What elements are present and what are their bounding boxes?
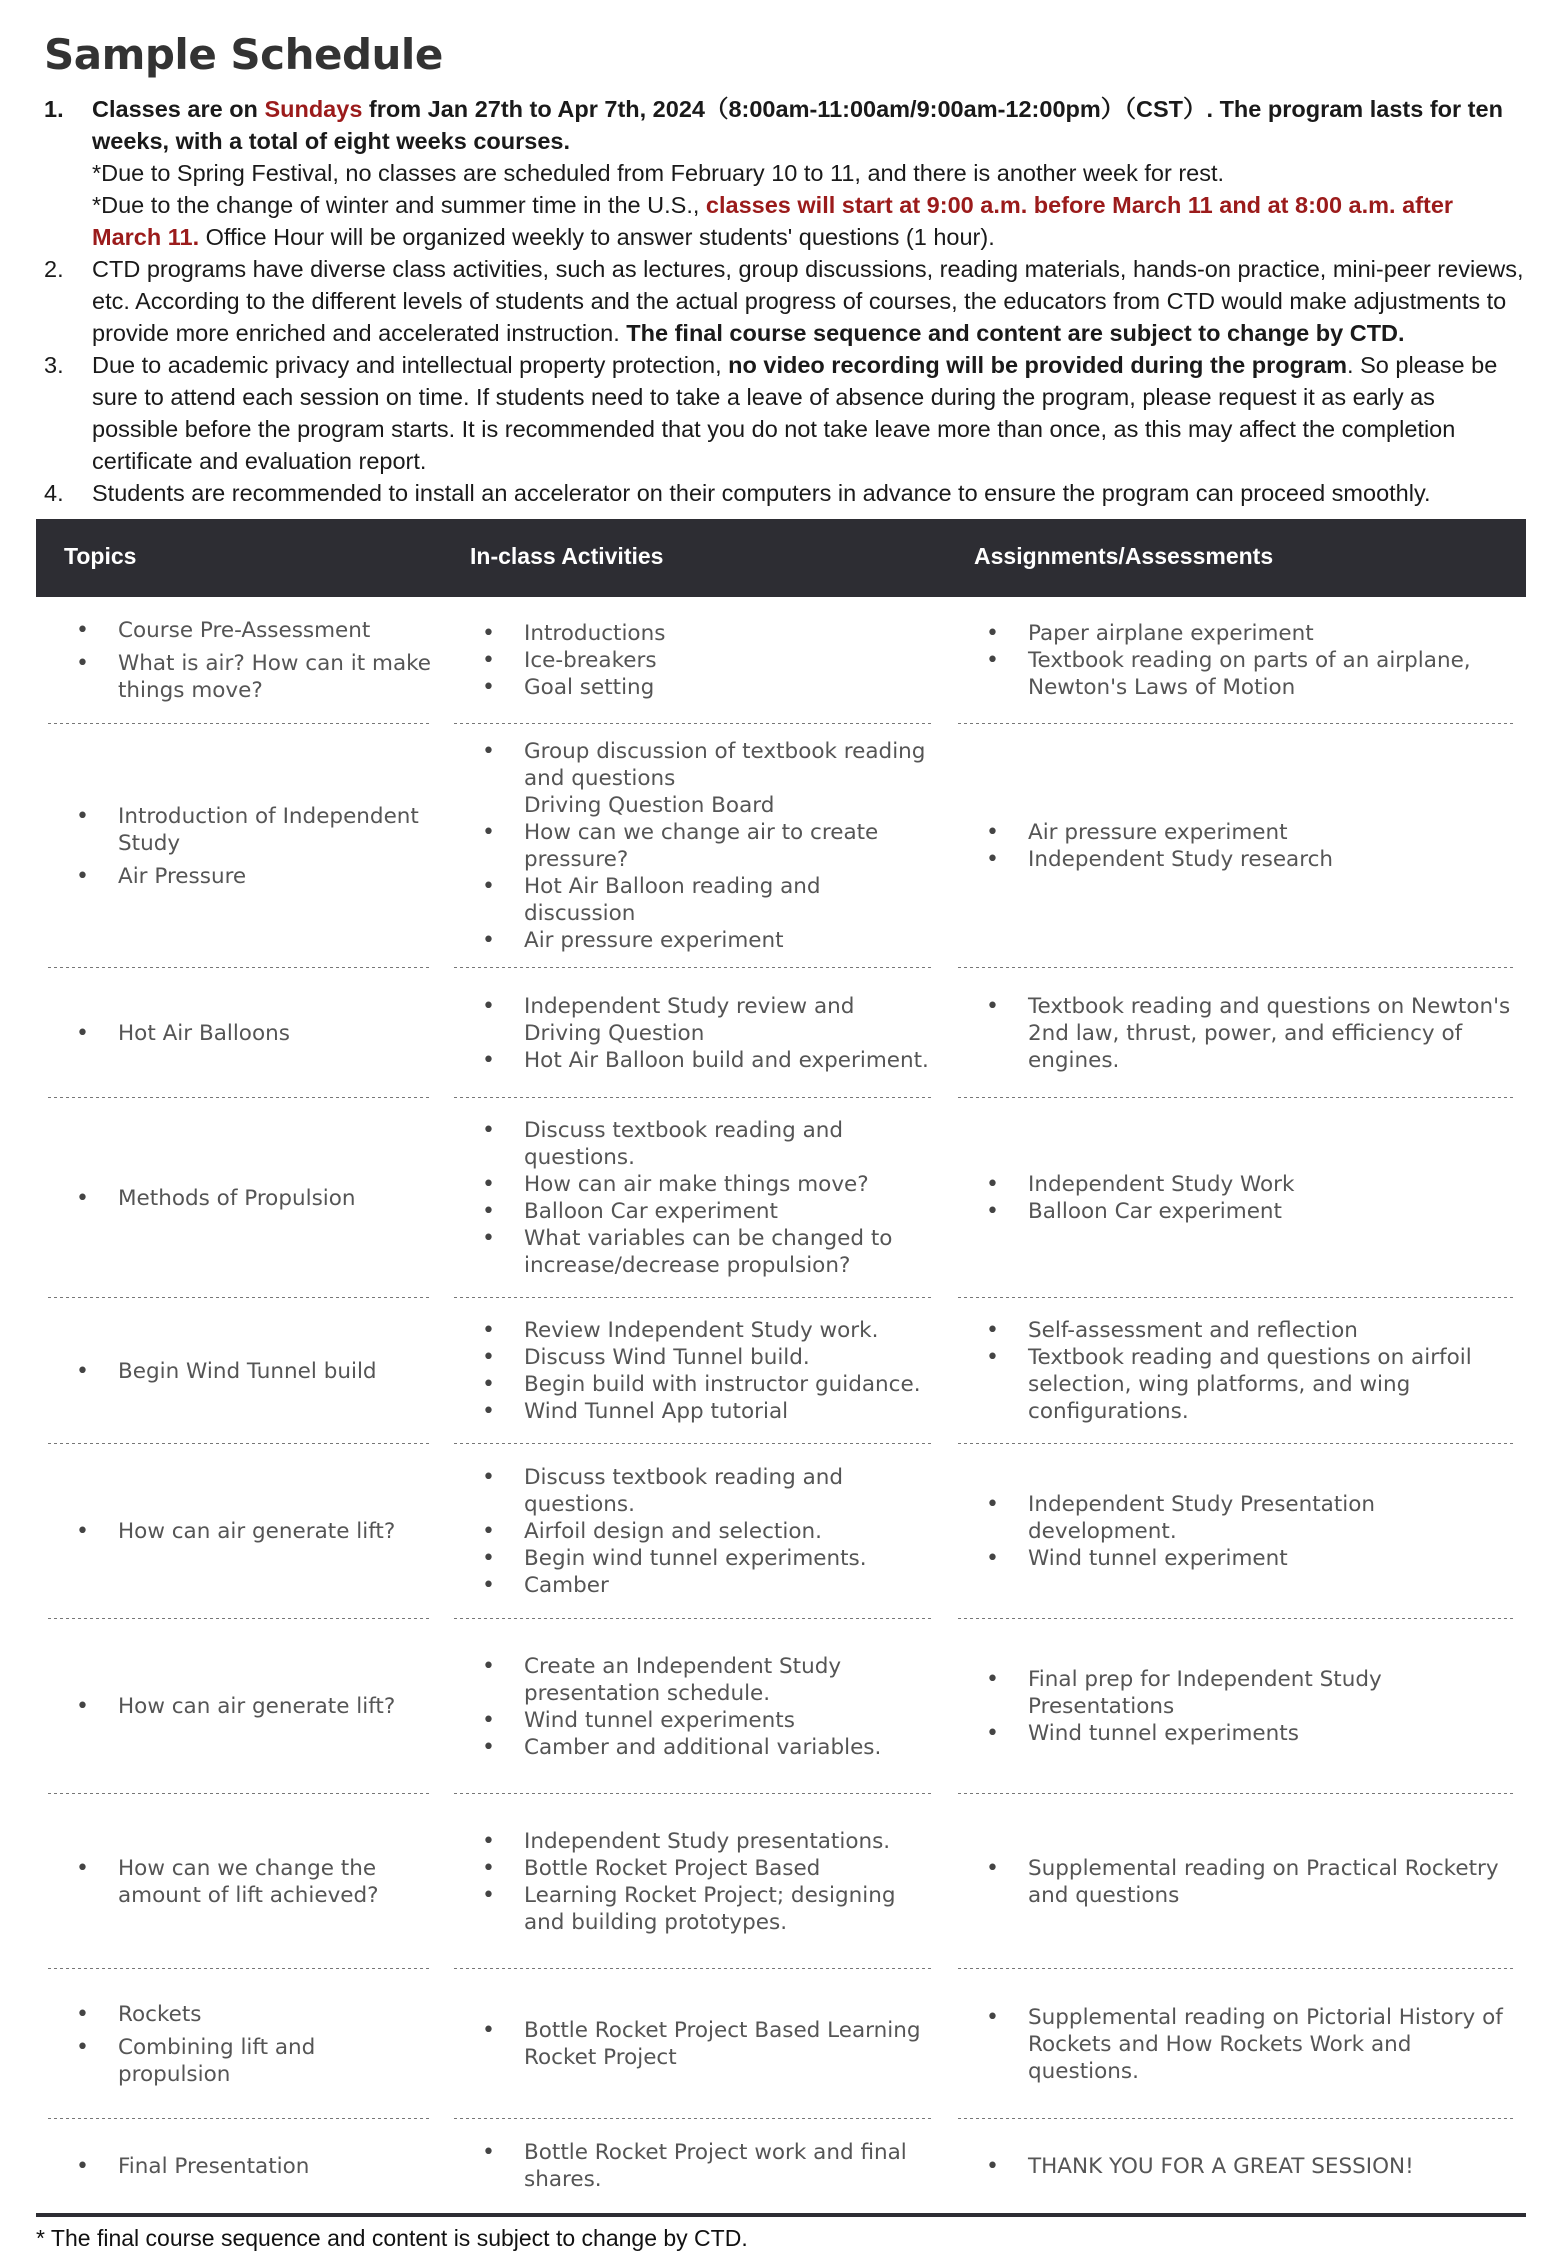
list-item: • Discuss Wind Tunnel build. — [452, 1344, 936, 1371]
list-item: • Create an Independent Study presentation schedule. — [452, 1653, 936, 1707]
assignments-cell — [946, 1969, 1526, 2119]
assignments-cell — [946, 724, 1526, 968]
document-page — [36, 30, 1526, 2252]
bullet-list — [46, 1518, 432, 1545]
note-3 — [36, 349, 1526, 477]
list-item: • Airfoil design and selection. — [452, 1518, 936, 1545]
bullet-list — [956, 2153, 1516, 2180]
list-item: • Textbook reading and questions on Newton's 2nd law, thrust, power, and efficiency of engines. — [956, 993, 1516, 1074]
list-item: • How can air generate lift? — [46, 1693, 432, 1720]
bullet-list — [956, 1855, 1516, 1909]
assignments-cell — [946, 1298, 1526, 1444]
list-item: • Rockets — [46, 2001, 432, 2028]
bullet-list — [452, 2017, 936, 2071]
schedule-table — [36, 519, 1526, 2217]
footnote: * The final course sequence and content is subject to change by CTD. — [36, 2225, 748, 2251]
list-item: • Discuss textbook reading and questions. — [452, 1117, 936, 1171]
bullet-list — [956, 1491, 1516, 1572]
note-number: 4. — [44, 480, 64, 506]
topics-cell — [36, 2119, 442, 2215]
list-item: • Methods of Propulsion — [46, 1185, 432, 1212]
list-item: • Goal setting — [452, 674, 936, 701]
bullet-list — [956, 620, 1516, 701]
bullet-list — [452, 993, 936, 1074]
list-item: • Balloon Car experiment — [956, 1198, 1516, 1225]
list-item: • Supplemental reading on Practical Rocketry and questions — [956, 1855, 1516, 1909]
list-item: • Independent Study research — [956, 846, 1516, 873]
list-item: • Begin Wind Tunnel build — [46, 1358, 432, 1385]
assignments-cell — [946, 1444, 1526, 1619]
table-row — [36, 595, 1526, 724]
topics-cell — [36, 968, 442, 1098]
assignments-cell — [946, 968, 1526, 1098]
topics-cell — [36, 1298, 442, 1444]
list-item: • Textbook reading and questions on airfoil selection, wing platforms, and wing configurations. — [956, 1344, 1516, 1425]
bullet-list — [452, 1317, 936, 1425]
list-item: • Independent Study presentations. — [452, 1828, 936, 1855]
topics-cell — [36, 1794, 442, 1969]
list-item: • How can air generate lift? — [46, 1518, 432, 1545]
table-row — [36, 1794, 1526, 1969]
bullet-list — [956, 1666, 1516, 1747]
table-row — [36, 1298, 1526, 1444]
bullet-list — [46, 617, 432, 704]
list-item: • Air pressure experiment — [452, 927, 936, 954]
list-item: • Wind tunnel experiments — [452, 1707, 936, 1734]
list-item: • Wind tunnel experiments — [956, 1720, 1516, 1747]
list-item: • Review Independent Study work. — [452, 1317, 936, 1344]
list-item: • Textbook reading on parts of an airplane, Newton's Laws of Motion — [956, 647, 1516, 701]
bullet-list — [452, 620, 936, 701]
bullet-list — [46, 2001, 432, 2088]
list-item: • Air Pressure — [46, 863, 432, 890]
table-row — [36, 1619, 1526, 1794]
list-item: • How can we change air to create pressure? — [452, 819, 936, 873]
list-item: • Camber and additional variables. — [452, 1734, 936, 1761]
activities-cell — [442, 724, 946, 968]
topics-cell — [36, 1444, 442, 1619]
assignments-cell — [946, 595, 1526, 724]
list-item: • Paper airplane experiment — [956, 620, 1516, 647]
bullet-list — [46, 2153, 432, 2180]
list-item: • Bottle Rocket Project work and final shares. — [452, 2139, 936, 2193]
activities-cell — [442, 968, 946, 1098]
note-text: Due to academic privacy and intellectual property protection, — [92, 352, 729, 378]
activities-cell — [442, 2119, 946, 2215]
list-item: • Combining lift and propulsion — [46, 2034, 432, 2088]
activities-cell — [442, 595, 946, 724]
list-item: • Hot Air Balloons — [46, 1020, 432, 1047]
table-header-row — [36, 519, 1526, 595]
table-row — [36, 2119, 1526, 2215]
bullet-list — [452, 1653, 936, 1761]
list-item: • Introduction of Independent Study — [46, 803, 432, 857]
note-text: *Due to the change of winter and summer time in the U.S., — [92, 192, 706, 218]
assignments-cell — [946, 1794, 1526, 1969]
note-text: from Jan 27th to Apr 7th, 2024（8:00am-11:00am/9:00am-12:00pm）（CST）. The program lasts for ten weeks, with a total of eight weeks courses. — [92, 96, 1503, 154]
note-number: 2. — [44, 256, 64, 282]
list-item: • Supplemental reading on Pictorial History of Rockets and How Rockets Work and questions. — [956, 2004, 1516, 2085]
assignments-cell — [946, 2119, 1526, 2215]
activities-cell — [442, 1794, 946, 1969]
list-item: • Independent Study review and Driving Question — [452, 993, 936, 1047]
note-text: Office Hour will be organized weekly to answer students' questions (1 hour). — [199, 224, 995, 250]
activities-cell — [442, 1969, 946, 2119]
assignments-cell — [946, 1098, 1526, 1298]
table-row — [36, 968, 1526, 1098]
list-item: • What is air? How can it make things move? — [46, 650, 432, 704]
list-item: • Wind Tunnel App tutorial — [452, 1398, 936, 1425]
list-item: • Camber — [452, 1572, 936, 1599]
list-item: • Final prep for Independent Study Presentations — [956, 1666, 1516, 1720]
bullet-list — [46, 803, 432, 890]
list-item: • How can air make things move? — [452, 1171, 936, 1198]
table-row — [36, 1969, 1526, 2119]
topics-cell — [36, 1619, 442, 1794]
activities-cell — [442, 1619, 946, 1794]
note-number: 3. — [44, 352, 64, 378]
list-item: • Discuss textbook reading and questions. — [452, 1464, 936, 1518]
list-item: • What variables can be changed to increase/decrease propulsion? — [452, 1225, 936, 1279]
bullet-list — [956, 2004, 1516, 2085]
assignments-cell — [946, 1619, 1526, 1794]
note-2 — [36, 253, 1526, 349]
bullet-list — [46, 1855, 432, 1909]
list-item: • Final Presentation — [46, 2153, 432, 2180]
bullet-list — [46, 1358, 432, 1385]
list-item: • Introductions — [452, 620, 936, 647]
list-item: • Learning Rocket Project; designing and building prototypes. — [452, 1882, 936, 1936]
list-item: • Hot Air Balloon build and experiment. — [452, 1047, 936, 1074]
list-item: • Self-assessment and reflection — [956, 1317, 1516, 1344]
table-row — [36, 1098, 1526, 1298]
column-header-topics: Topics — [36, 519, 442, 595]
list-item: • Hot Air Balloon reading and discussion — [452, 873, 936, 927]
note-text: Students are recommended to install an accelerator on their computers in advance to ensure the program can proceed smoothly. — [92, 480, 1431, 506]
list-item: • Independent Study Work — [956, 1171, 1516, 1198]
activities-cell — [442, 1298, 946, 1444]
topics-cell — [36, 1969, 442, 2119]
list-item: • Ice-breakers — [452, 647, 936, 674]
bullet-list — [46, 1020, 432, 1047]
list-item: • THANK YOU FOR A GREAT SESSION! — [956, 2153, 1516, 2180]
list-item: • Air pressure experiment — [956, 819, 1516, 846]
table-row — [36, 1444, 1526, 1619]
list-item: • Begin build with instructor guidance. — [452, 1371, 936, 1398]
note-highlight: classes will start at 9:00 a.m. before March 11 and at 8:00 a.m. after March 11. — [92, 192, 1454, 250]
note-text: *Due to Spring Festival, no classes are scheduled from February 10 to 11, and there is another week for rest. — [92, 160, 1225, 186]
note-text: . So please be sure to attend each session on time. If students need to take a leave of absence during the program, please request it as early as possible before the program starts. It is recommended that you do not take leave more than once, as this may affect the completion certificate and evaluation report. — [92, 352, 1498, 474]
bullet-list — [452, 738, 936, 954]
list-item: • How can we change the amount of lift achieved? — [46, 1855, 432, 1909]
note-emphasis: The final course sequence and content are subject to change by CTD. — [626, 320, 1405, 346]
column-header-assignments: Assignments/Assessments — [946, 519, 1526, 595]
topics-cell — [36, 1098, 442, 1298]
note-highlight: Sundays — [264, 96, 363, 122]
bullet-list — [956, 993, 1516, 1074]
note-4 — [36, 477, 1526, 509]
note-text: Classes are on — [92, 96, 265, 122]
bullet-list — [956, 1171, 1516, 1225]
activities-cell — [442, 1444, 946, 1619]
list-item: • Begin wind tunnel experiments. — [452, 1545, 936, 1572]
schedule-table-body — [36, 595, 1526, 2215]
note-number: 1. — [44, 96, 64, 122]
list-item: • Group discussion of textbook reading and questions Driving Question Board — [452, 738, 936, 819]
column-header-activities: In-class Activities — [442, 519, 946, 595]
list-item: • Independent Study Presentation development. — [956, 1491, 1516, 1545]
list-item: • Balloon Car experiment — [452, 1198, 936, 1225]
bullet-list — [452, 1828, 936, 1936]
note-text: CTD programs have diverse class activities, such as lectures, group discussions, reading materials, hands-on practice, mini-peer reviews, etc. According to the different levels of students and the actual progress of courses, the educators from CTD would make adjustments to provide more enriched and accelerated instruction. — [92, 256, 1524, 346]
list-item: • Course Pre-Assessment — [46, 617, 432, 644]
bullet-list — [46, 1693, 432, 1720]
activities-cell — [442, 1098, 946, 1298]
bullet-list — [452, 1117, 936, 1279]
note-1 — [36, 93, 1526, 253]
list-item: • Bottle Rocket Project Based — [452, 1855, 936, 1882]
list-item: • Bottle Rocket Project Based Learning Rocket Project — [452, 2017, 936, 2071]
bullet-list — [956, 819, 1516, 873]
bullet-list — [452, 2139, 936, 2193]
bullet-list — [452, 1464, 936, 1599]
list-item: • Wind tunnel experiment — [956, 1545, 1516, 1572]
bullet-list — [956, 1317, 1516, 1425]
program-notes — [36, 93, 1526, 509]
note-emphasis: no video recording will be provided during the program — [728, 352, 1348, 378]
table-row — [36, 724, 1526, 968]
bullet-list — [46, 1185, 432, 1212]
topics-cell — [36, 724, 442, 968]
page-title: Sample Schedule — [44, 30, 443, 79]
topics-cell — [36, 595, 442, 724]
